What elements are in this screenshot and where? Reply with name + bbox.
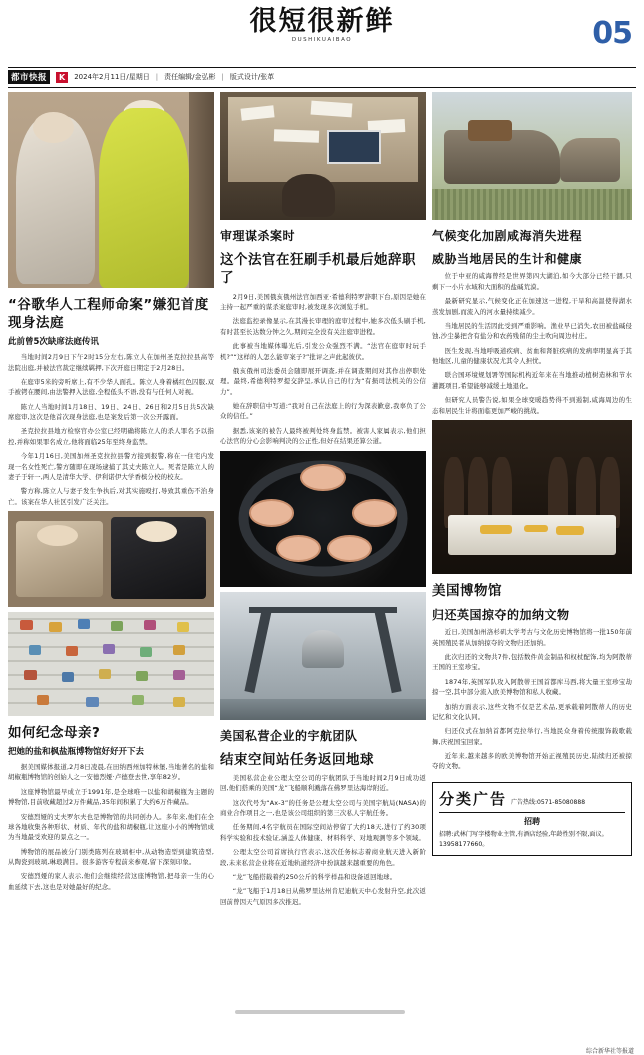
photo-shaker xyxy=(173,645,185,654)
photo-astronaut-face xyxy=(300,464,345,491)
article-paragraph: 陈立人当地时间1月18日、19日、24日、26日和2月5日共5次缺席庭审,这次是他首次现身法庭,也是案发后第一次公开露面。 xyxy=(8,402,214,422)
photo-paper xyxy=(273,130,319,143)
masthead-divider-2 xyxy=(8,87,636,88)
photo-display-table xyxy=(448,515,616,555)
classified-ads-title: 分类广告 xyxy=(439,789,508,808)
article-paragraph: 在庭审5米的旁听席上,有不少华人面孔。陈立人身着橘红色囚服,双手被铐在腰间,由法警押入法庭,全程低头不语,没有与任何人对视。 xyxy=(8,377,214,397)
photo-aral-sea-shipwreck xyxy=(432,92,632,220)
photo-shaker-collection xyxy=(8,612,214,716)
photo-shaker xyxy=(29,645,41,654)
photo-shaker xyxy=(132,695,144,704)
article-paragraph: 归还仪式在加纳首都阿克拉举行,当地民众身着传统服饰载歌载舞,庆祝国宝回家。 xyxy=(432,727,632,746)
photo-museum-founders xyxy=(8,511,214,607)
photo-shaker xyxy=(140,647,152,656)
photo-gold-artifact xyxy=(480,525,512,534)
photo-shaker xyxy=(62,672,74,681)
photo-shaker xyxy=(24,670,36,679)
article-subhead-google-case: 此前曾5次缺席法庭传讯 xyxy=(8,337,99,348)
page-body xyxy=(0,92,644,1042)
classified-ads-header xyxy=(439,788,625,809)
photo-shaker xyxy=(103,644,115,653)
article-paragraph: 任务期间,4名宇航员在国际空间站停留了大约18天,进行了约30项科学实验和技术验证,涵盖人体健康、材料科学、对地观测等多个领域。 xyxy=(220,823,426,842)
responsible-editor: 责任编辑/金弘彬 xyxy=(164,73,216,81)
article-paragraph: 圣克拉拉县地方检察官办公室已经明确将陈立人的杀人罪名予以指控,并称如果罪名成立,他将面临25年至终身监禁。 xyxy=(8,427,214,446)
classified-ads-phone: 广告热线:0571-85080888 xyxy=(511,798,586,806)
photo-monitor xyxy=(327,130,381,163)
photo-ship-deck xyxy=(220,699,426,719)
photo-astronaut-face xyxy=(276,535,321,562)
article-paragraph: 当地时间2月9日下午2时15分左右,陈立人在加州圣克拉拉县高等法院出庭,并被法官裁定继续羁押,下次开庭日期定于2月28日。 xyxy=(8,353,214,372)
article-headline-aral: 气候变化加剧咸海消失进程 xyxy=(432,229,583,243)
article-paragraph: “龙”飞船于1月18日从佛罗里达州肯尼迪航天中心发射升空,此次返回前曾因天气原因多次推迟。 xyxy=(220,887,426,906)
article-headline-artifacts: 美国博物馆 xyxy=(432,582,502,599)
page-title: 很短很新鲜 xyxy=(249,6,395,37)
photo-astronaut-face xyxy=(352,499,397,526)
photo-face-b xyxy=(136,521,177,542)
classified-ads-box xyxy=(432,782,632,856)
right-column xyxy=(432,92,632,1042)
masthead-pinyin: DUSHIKUAIBAO xyxy=(291,37,353,44)
article-paragraph: 近年来,越来越多的欧美博物馆开始正视殖民历史,陆续归还被掠夺的文物。 xyxy=(432,752,632,771)
photo-astronaut-face xyxy=(249,499,294,526)
photo-astronauts-capsule xyxy=(220,451,426,587)
newspaper-brand: 都市快报 xyxy=(8,70,50,84)
article-paragraph: 联合国环境规划署等国际机构近年来在当地推动植树造林和节水灌溉项目,希望能够减缓土地退化。 xyxy=(432,371,632,390)
article-paragraph: 法庭监控录像显示,在其漫长审理的庭审过程中,她多次低头刷手机,有时甚至长达数分钟之久,期间完全没有关注庭审进程。 xyxy=(220,317,426,336)
photo-shaker xyxy=(49,622,61,631)
article-paragraph: 位于中亚的咸海曾经是世界第四大湖泊,如今大部分已经干涸,只剩下一小片水域和大面积的盐碱荒漠。 xyxy=(432,272,632,291)
article-paragraph: 据美国媒体报道,2月8日凌晨,在田纳西州加特林堡,当地著名的盐和胡椒瓶博物馆的创始人之一安德烈娅·卢德登去世,享年82岁。 xyxy=(8,763,214,782)
photo-capsule-recovery xyxy=(220,592,426,720)
page-number: 05 xyxy=(592,16,632,51)
middle-column xyxy=(220,92,426,1042)
photo-shaker xyxy=(78,619,90,628)
article-subhead-space: 结束空间站任务返回地球 xyxy=(220,751,374,768)
article-paragraph: 此事被当地媒体曝光后,引发公众强烈不满。“法官在庭审时玩手机?”“这样的人怎么能审案子?”批评之声此起彼伏。 xyxy=(220,342,426,361)
photo-figure-right xyxy=(123,100,164,129)
photo-space-capsule xyxy=(302,630,343,668)
photo-dry-grass xyxy=(432,189,632,220)
article-paragraph: 最新研究显示,气候变化正在加速这一进程,干旱和高温使得湖水蒸发加剧,而流入的河水量持续减少。 xyxy=(432,297,632,316)
article-source: 综合新华社等报道 xyxy=(585,1048,634,1055)
article-subhead-judge: 这个法官在狂刷手机最后她辞职了 xyxy=(220,252,416,287)
classified-section-title: 招聘 xyxy=(524,816,540,826)
photo-shaker xyxy=(66,646,78,655)
photo-door xyxy=(189,92,214,288)
photo-shaker xyxy=(144,620,156,629)
photo-crane-arm xyxy=(374,609,402,694)
article-paragraph: 安德烈娅的家人表示,他们会继续经营这座博物馆,把母亲一生的心血延续下去,这也是对她最好的纪念。 xyxy=(8,872,214,891)
brand-mark-icon: K xyxy=(56,72,68,83)
article-paragraph: 警方称,陈立人与妻子发生争执后,对其实施殴打,导致其重伤不治身亡。该案在华人社区引发广泛关注。 xyxy=(8,487,214,506)
photo-shaker xyxy=(20,620,32,629)
article-paragraph: 加纳方面表示,这些文物不仅是艺术品,更承载着阿散蒂人的历史记忆和文化认同。 xyxy=(432,702,632,721)
article-paragraph: 俄亥俄州司法委员会随即展开调查,并在调查期间对其作出停职处理。最终,希德利特罗提交辞呈,承认自己的行为“有损司法机关的公信力”。 xyxy=(220,366,426,396)
photo-courtroom-suspect xyxy=(8,92,214,288)
article-paragraph: “龙”飞船搭载着约250公斤的科学样品和设备返回地球。 xyxy=(232,872,397,881)
article-paragraph: 据悉,该案的被告人最终被判处终身监禁。被害人家属表示,他们担心法官的分心会影响判决的公正性,但好在结果还算公道。 xyxy=(220,426,426,446)
article-subhead-artifacts: 归还英国掠夺的加纳文物 xyxy=(432,608,570,623)
photo-ship-hull-second xyxy=(560,138,620,182)
article-paragraph: 近日,美国加州洛杉矶大学考古与文化历史博物馆将一批150年前英国殖民者从加纳掠夺的文物归还加纳。 xyxy=(432,628,632,647)
photo-shaker xyxy=(136,671,148,680)
article-paragraph: 博物馆的展品被分门别类陈列在玻璃柜中,从动物造型到建筑造型,从陶瓷到玻璃,琳琅满目。很多游客专程前来参观,留下深刻印象。 xyxy=(8,847,214,867)
article-headline-space: 美国私营企业的宇航团队 xyxy=(220,728,358,743)
photo-shaker xyxy=(173,697,185,706)
article-paragraph: 医生发现,当地呼吸道疾病、贫血和肾脏疾病的发病率明显高于其他地区,儿童的健康状况尤其令人担忧。 xyxy=(432,346,632,365)
photo-artifact-return-ceremony xyxy=(432,420,632,574)
photo-gold-artifact xyxy=(556,526,584,535)
infobar-sep-2: | xyxy=(221,73,224,81)
infobar xyxy=(0,68,644,84)
photo-rust-patch xyxy=(468,120,512,140)
layout-designer: 版式设计/张革 xyxy=(229,73,275,81)
publish-date: 2024年2月11日/星期日 xyxy=(74,73,150,81)
article-paragraph: 安德烈娅的丈夫罗尔夫也是博物馆的共同创办人。多年来,他们在全球各地收集各种形状、材质、年代的盐和胡椒瓶,让这座小小的博物馆成为当地最受欢迎的景点之一。 xyxy=(8,812,214,842)
masthead xyxy=(0,0,644,64)
article-subhead-museum: 把她的盐和枫盐瓶博物馆好好开下去 xyxy=(8,747,145,758)
article-paragraph: 美国私营企业公理太空公司的宇航团队于当地时间2月9日成功返回,他们搭乘的美国“龙”飞船顺利溅落在佛罗里达海岸附近。 xyxy=(220,773,426,793)
photo-person-head xyxy=(282,174,336,218)
article-paragraph: 公理太空公司首席执行官表示,这次任务标志着商业航天进入新阶段,未来私营企业将在近地轨道经济中扮演越来越重要的角色。 xyxy=(220,848,426,867)
article-paragraph: 这次代号为“Ax-3”的任务是公理太空公司与美国宇航局(NASA)的商业合作项目之一,也是该公司组织的第三次私人宇航任务。 xyxy=(220,798,426,818)
article-headline-museum: 如何纪念母亲? xyxy=(8,725,101,742)
photo-face-a xyxy=(37,525,78,546)
photo-judge-courtroom xyxy=(220,92,426,220)
article-paragraph: 她在辞职信中写道:“我对自己在法庭上的行为深表歉意,我辜负了公众的信任。” xyxy=(220,402,426,421)
scrollbar[interactable] xyxy=(235,1010,405,1014)
photo-shaker xyxy=(99,669,111,678)
infobar-sep-1: | xyxy=(155,73,159,81)
photo-shaker xyxy=(37,695,49,704)
photo-crane-arm xyxy=(244,609,272,694)
photo-figure-left xyxy=(33,112,74,143)
article-paragraph: 今年1月16日,美国加州圣克拉拉县警方接到报警,称在一住宅内发现一名女性死亡,警方随即在现场逮捕了其丈夫陈立人。死者是陈立人的妻子于轩一,两人是清华大学、伊利诺伊大学香槟分校的校友。 xyxy=(8,452,214,481)
article-paragraph: 这座博物馆最早成立于1991年,是全球唯一以盐和胡椒瓶为主题的博物馆,目前收藏超过2万件藏品,35年间积累了大约6万件藏品。 xyxy=(8,787,214,807)
left-column xyxy=(8,92,214,1042)
classified-ad-item: 招聘:武林门写字楼物业主管,有酒店经验,年龄性别不限,面议。13958177660。 xyxy=(439,830,608,848)
photo-shaker xyxy=(86,697,98,706)
article-subhead-aral: 威胁当地居民的生计和健康 xyxy=(432,252,583,267)
photo-shaker xyxy=(173,670,185,679)
photo-gold-artifact xyxy=(524,525,548,533)
photo-shaker xyxy=(177,622,189,631)
article-headline-google-case: “谷歌华人工程师命案”嫌犯首度现身法庭 xyxy=(8,297,209,332)
classified-divider xyxy=(439,812,625,813)
photo-shaker xyxy=(111,621,123,630)
article-paragraph: 但研究人员警告说,如果全球变暖趋势得不到遏制,咸海周边的生态和居民生计将面临更加严峻的挑战。 xyxy=(432,396,632,415)
article-paragraph: 1874年,英国军队攻入阿散蒂王国首都库马西,将大量王室珍宝劫掠一空,其中部分流入欧美博物馆和私人收藏。 xyxy=(432,677,632,697)
article-paragraph: 此次归还的文物共7件,包括数件黄金制品和权杖配饰,均为阿散蒂王国的王室珍宝。 xyxy=(432,653,632,672)
article-headline-judge: 审理谋杀案时 xyxy=(220,229,296,243)
article-paragraph: 当地居民的生活因此受到严重影响。渔业早已消失,农田被盐碱侵蚀,沙尘暴把含有盐分和农药残留的尘土吹向周边村庄。 xyxy=(432,321,632,341)
article-paragraph: 2月9日,美国俄亥俄州法官加西亚·希德利特罗辞职下台,原因是她在主持一起严重的谋杀案庭审时,被发现多次浏览手机。 xyxy=(220,292,426,311)
